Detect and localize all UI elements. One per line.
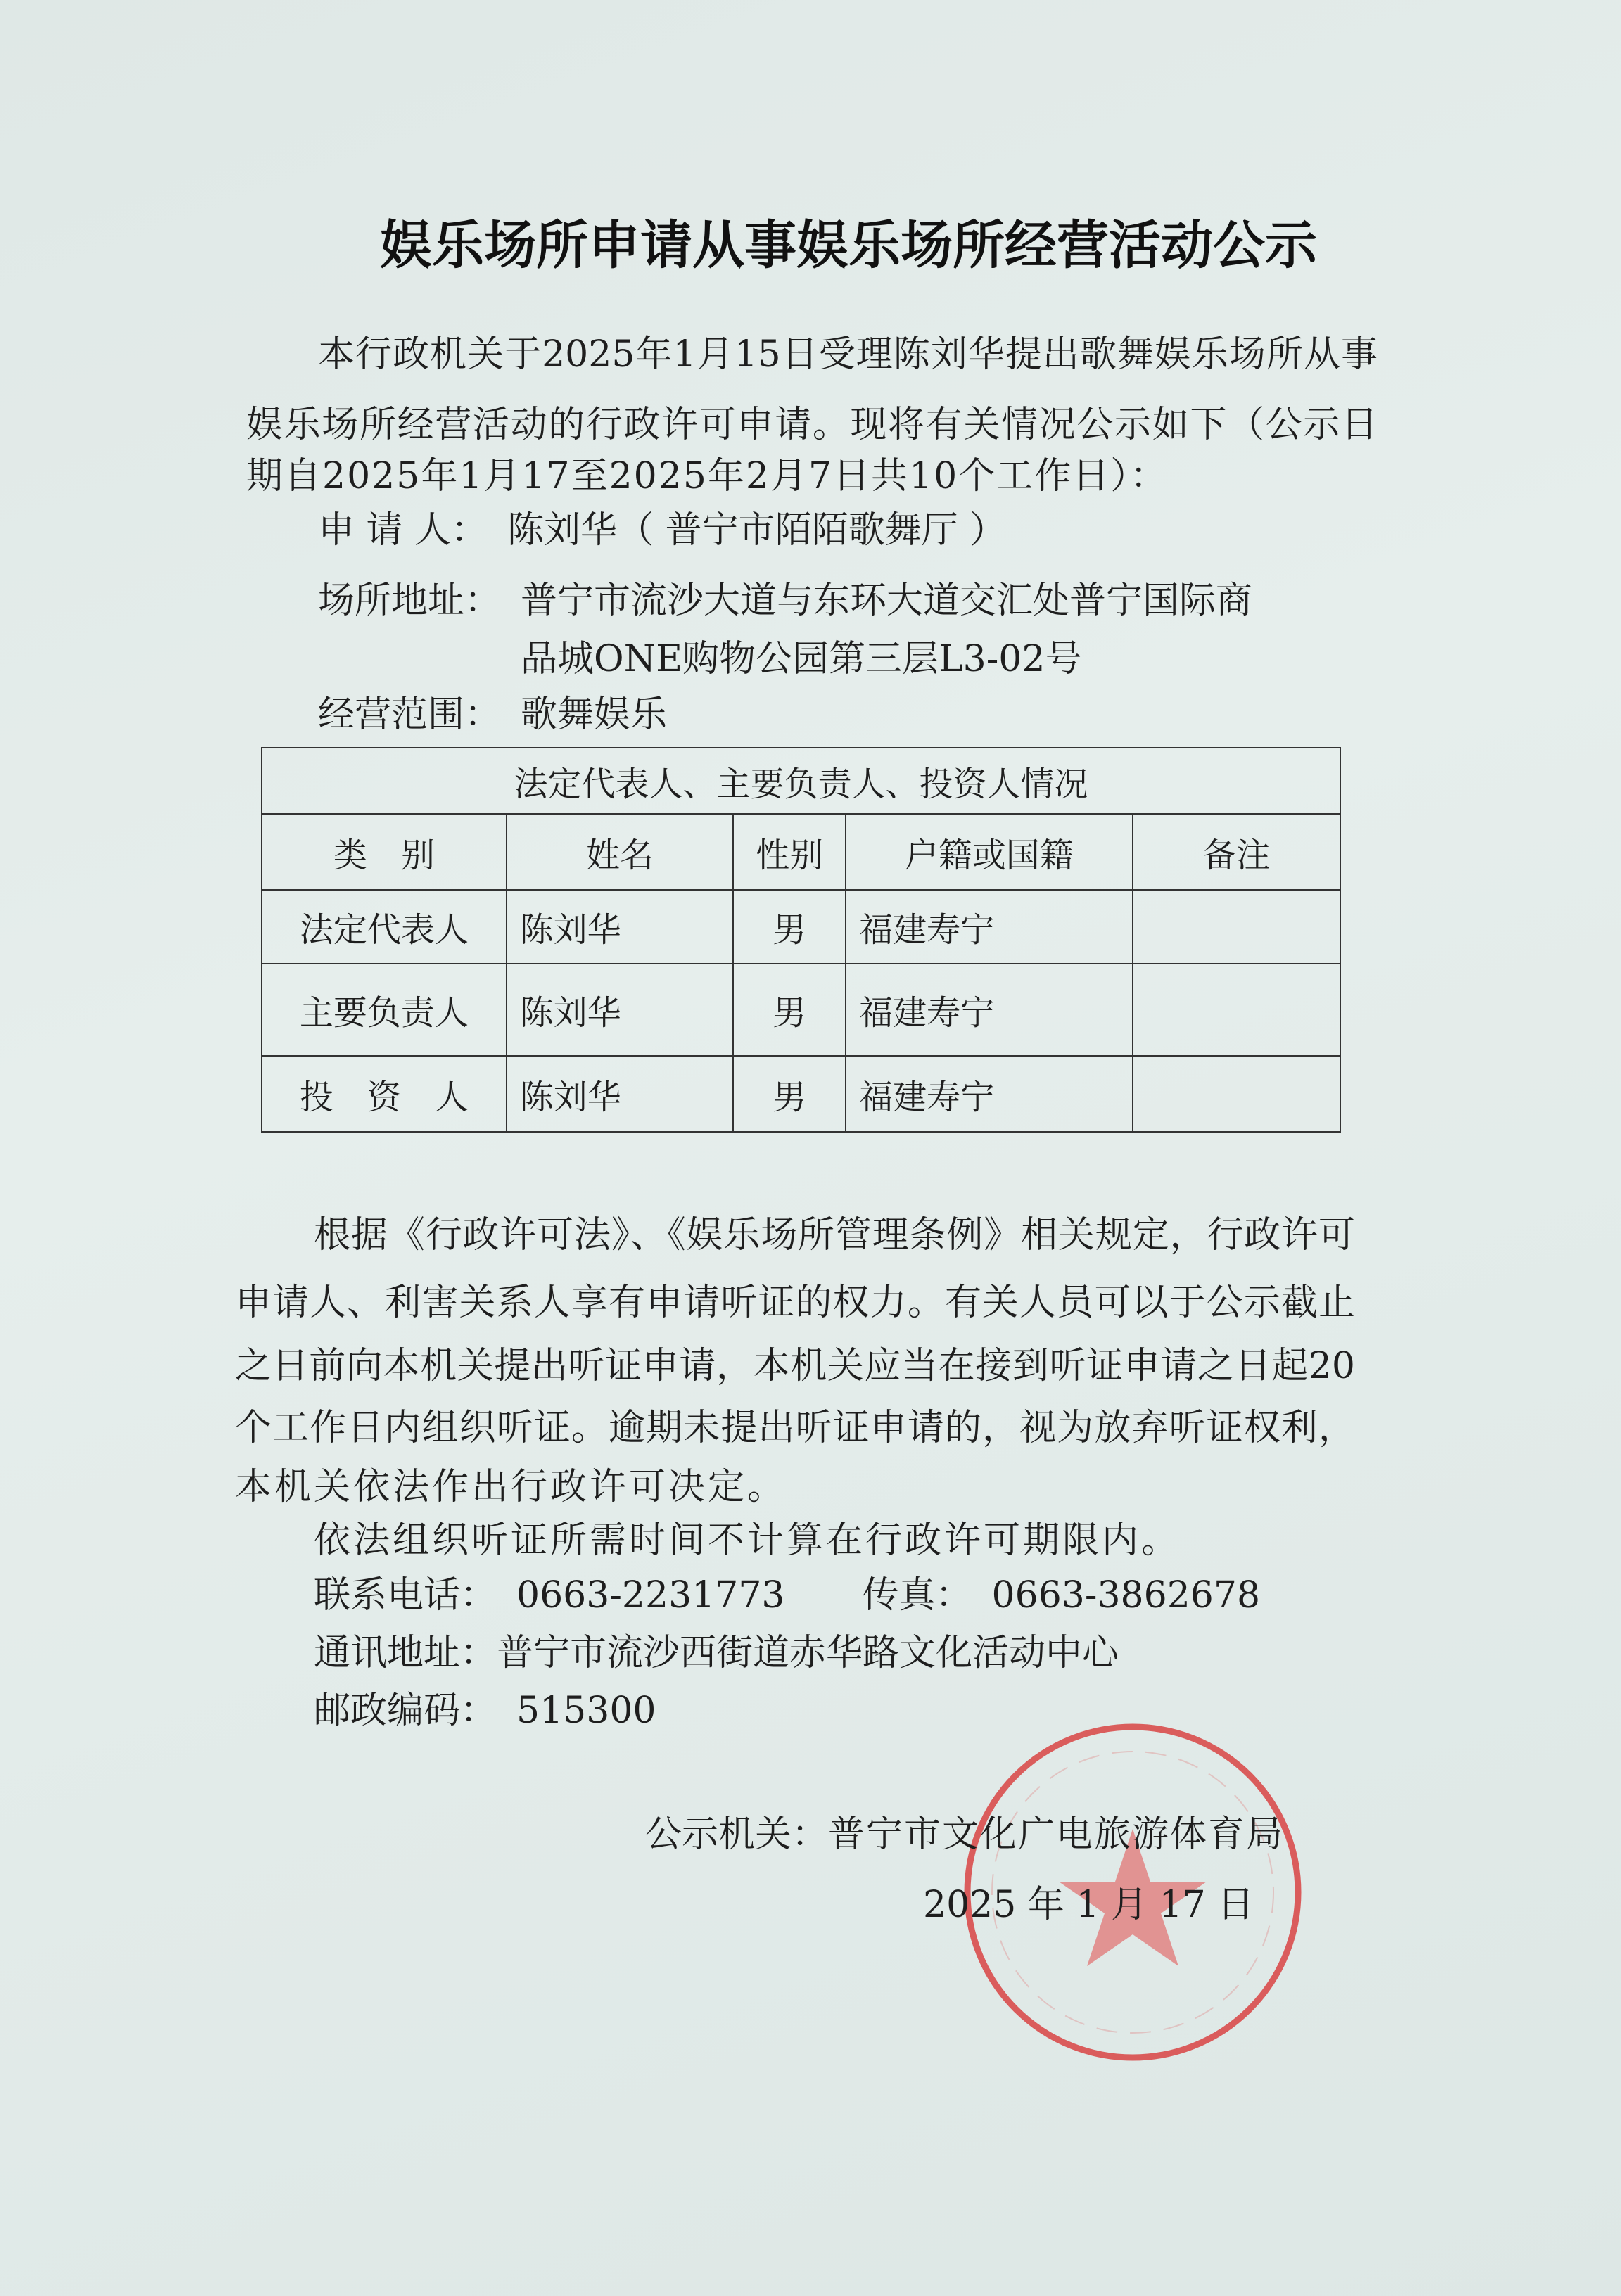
- table-row: [262, 890, 1340, 964]
- cell-remarks: [1133, 890, 1340, 964]
- phone-row: [314, 1576, 1260, 1615]
- cell-category: 法定代表人: [262, 890, 507, 964]
- phone-label: 联系电话：: [314, 1574, 497, 1616]
- header-name: 姓名: [507, 814, 733, 890]
- notice-line: 申请人、利害关系人享有申请听证的权力。有关人员可以于公示截止: [235, 1282, 1355, 1324]
- postcode-row: [314, 1691, 656, 1730]
- address-row: [318, 581, 1252, 620]
- mail-address-label: 通讯地址：: [314, 1632, 497, 1674]
- header-remarks: 备注: [1133, 814, 1340, 890]
- header-category: 类 别: [262, 814, 507, 890]
- header-origin: 户籍或国籍: [846, 814, 1133, 890]
- postcode-label: 邮政编码：: [314, 1690, 497, 1732]
- scope-value: 歌舞娱乐: [521, 694, 668, 736]
- table-caption: 法定代表人、主要负责人、投资人情况: [262, 748, 1340, 814]
- document-title: 娱乐场所申请从事娱乐场所经营活动公示: [380, 215, 1317, 276]
- cell-gender: 男: [733, 1056, 846, 1132]
- cell-category: 投 资 人: [262, 1056, 507, 1132]
- fax-label: 传真：: [862, 1574, 972, 1616]
- cell-gender: 男: [733, 964, 846, 1056]
- cell-gender: 男: [733, 890, 846, 964]
- intro-line: 本行政机关于2025年1月15日受理陈刘华提出歌舞娱乐场所从事: [318, 333, 1378, 376]
- applicant-row: [318, 511, 1006, 550]
- time-note: 依法组织听证所需时间不计算在行政许可期限内。: [314, 1519, 1181, 1562]
- cell-category: 主要负责人: [262, 964, 507, 1056]
- applicant-label: 申 请 人：: [318, 509, 488, 551]
- cell-origin: 福建寿宁: [846, 890, 1133, 964]
- cell-origin: 福建寿宁: [846, 964, 1133, 1056]
- fax-value: 0663-3862678: [991, 1574, 1261, 1616]
- personnel-table: [261, 747, 1341, 1133]
- intro-line: 娱乐场所经营活动的行政许可申请。现将有关情况公示如下（公示日: [246, 404, 1378, 446]
- cell-origin: 福建寿宁: [846, 1056, 1133, 1132]
- applicant-value: 陈刘华（ 普宁市陌陌歌舞厅 ）: [507, 509, 1007, 551]
- mail-address-value: 普宁市流沙西街道赤华路文化活动中心: [497, 1632, 1119, 1674]
- address-label: 场所地址：: [318, 580, 502, 622]
- cell-remarks: [1133, 964, 1340, 1056]
- notice-line: 根据《行政许可法》、《娱乐场所管理条例》相关规定，行政许可: [314, 1214, 1355, 1256]
- cell-name: 陈刘华: [507, 1056, 733, 1132]
- phone-value: 0663-2231773: [516, 1574, 785, 1616]
- table-row: [262, 964, 1340, 1056]
- cell-remarks: [1133, 1056, 1340, 1132]
- address-line2: 品城ONE购物公园第三层L3-02号: [521, 638, 1082, 680]
- cell-name: 陈刘华: [507, 890, 733, 964]
- table-row: [262, 1056, 1340, 1132]
- issuer-name: 普宁市文化广电旅游体育局: [828, 1813, 1285, 1856]
- scope-row: [318, 695, 667, 734]
- cell-name: 陈刘华: [507, 964, 733, 1056]
- notice-line: 个工作日内组织听证。逾期未提出听证申请的，视为放弃听证权利，: [235, 1407, 1355, 1449]
- issue-date: 2025 年 1 月 17 日: [923, 1884, 1254, 1926]
- issuer-label: 公示机关：: [645, 1813, 829, 1856]
- intro-line: 期自2025年1月17至2025年2月7日共10个工作日）：: [246, 455, 1169, 497]
- notice-line: 本机关依法作出行政许可决定。: [235, 1466, 787, 1508]
- header-gender: 性别: [733, 814, 846, 890]
- notice-line: 之日前向本机关提出听证申请，本机关应当在接到听证申请之日起20: [235, 1345, 1355, 1387]
- mail-address-row: [314, 1633, 1119, 1673]
- postcode-value: 515300: [516, 1690, 656, 1732]
- scope-label: 经营范围：: [318, 694, 502, 736]
- issuer-row: [645, 1815, 1284, 1854]
- address-line1: 普宁市流沙大道与东环大道交汇处普宁国际商: [521, 580, 1253, 622]
